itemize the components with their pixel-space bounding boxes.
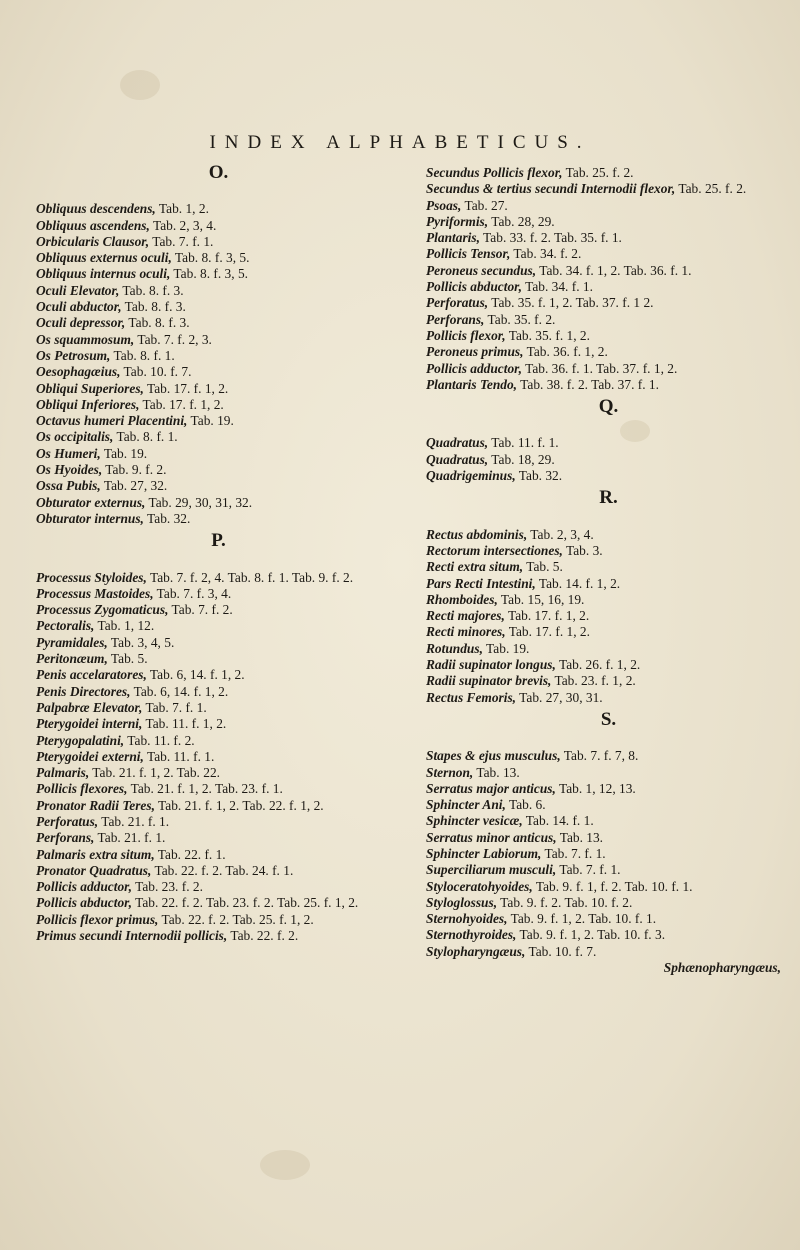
entry-reference: Tab. 1, 12. [94, 618, 155, 634]
entry-term: Palmaris, [36, 765, 90, 781]
entry-reference: Tab. 34. f. 2. [510, 246, 582, 262]
index-entry [36, 928, 401, 944]
entry-term: Obturator internus, [36, 510, 144, 526]
index-entry [36, 413, 401, 429]
index-entry [426, 181, 791, 197]
entry-reference: Tab. 22. f. 2. Tab. 24. f. 1. [151, 862, 294, 878]
entry-reference: Tab. 36. f. 1, 2. [523, 344, 608, 360]
entry-reference: Tab. 21. f. 1, 2. Tab. 22. [89, 765, 220, 781]
entry-term: Pectoralis, [36, 618, 95, 634]
entry-reference: Tab. 9. f. 1, f. 2. Tab. 10. f. 1. [532, 878, 693, 894]
entry-reference: Tab. 13. [556, 829, 604, 845]
section-letter: Q. [598, 396, 619, 418]
index-entry [426, 468, 791, 484]
entry-term: Pollicis abductor, [36, 895, 132, 911]
entry-term: Penis accelaratores, [36, 667, 147, 683]
entry-term: Pronator Radii Teres, [36, 797, 155, 813]
index-entry [426, 944, 791, 960]
index-entry [426, 165, 791, 181]
entry-term: Orbicularis Clausor, [36, 233, 150, 249]
entry-term: Quadratus, [426, 435, 489, 451]
index-entry [426, 328, 791, 344]
index-entry [36, 912, 401, 928]
entry-term: Obliquus internus oculi, [36, 266, 171, 282]
index-entry [36, 765, 401, 781]
entry-term: Os Hyoides, [36, 462, 103, 478]
entry-term: Serratus minor anticus, [426, 829, 557, 845]
index-entry [36, 381, 401, 397]
index-entry [36, 234, 401, 250]
entry-reference: Tab. 1, 2. [155, 201, 209, 217]
entry-reference: Tab. 17. f. 1, 2. [505, 624, 590, 640]
index-entry [36, 733, 401, 749]
entry-term: Os squammosum, [36, 331, 135, 347]
entry-term: Oculi Elevator, [36, 282, 120, 298]
entry-reference: Tab. 27, 30, 31. [516, 689, 603, 705]
entry-term: Pollicis abductor, [426, 279, 522, 295]
catchword: Sphænopharyngæus, [663, 960, 781, 976]
index-entry [36, 315, 401, 331]
entry-reference: Tab. 35. f. 1, 2. Tab. 37. f. 1 2. [488, 295, 654, 311]
entry-term: Secundus & tertius secundi Internodii flexor, [426, 181, 676, 197]
entry-reference: Tab. 32. [143, 510, 191, 526]
entry-term: Radii supinator brevis, [426, 673, 552, 689]
entry-term: Pyramidales, [36, 634, 108, 650]
entry-reference: Tab. 2, 3, 4. [149, 217, 217, 233]
entry-reference: Tab. 8. f. 3. [119, 282, 184, 298]
index-entry [426, 312, 791, 328]
entry-term: Plantaris, [426, 230, 480, 246]
entry-reference: Tab. 6, 14. f. 1, 2. [130, 683, 229, 699]
index-entry [426, 879, 791, 895]
entry-term: Rectus Femoris, [426, 689, 517, 705]
entry-term: Rectorum intersectiones, [426, 542, 563, 558]
entry-reference: Tab. 28, 29. [488, 213, 555, 229]
entry-term: Octavus humeri Placentini, [36, 413, 188, 429]
entry-reference: Tab. 25. f. 2. [562, 165, 634, 180]
index-entry [426, 690, 791, 706]
entry-reference: Tab. 14. f. 1, 2. [535, 575, 621, 591]
entry-reference: Tab. 5. [523, 559, 563, 575]
entry-term: Styloglossus, [426, 894, 498, 910]
right-column [426, 165, 791, 976]
entry-reference: Tab. 19. [482, 640, 530, 656]
entry-reference: Tab. 11. f. 1, 2. [142, 716, 227, 732]
index-entry [426, 344, 791, 360]
section-letter: S. [600, 708, 617, 730]
entry-reference: Tab. 10. f. 7. [120, 364, 192, 380]
entry-reference: Tab. 35. f. 2. [484, 311, 556, 327]
index-entry [426, 295, 791, 311]
index-entry [426, 624, 791, 640]
entry-term: Palmaris extra situm, [36, 846, 155, 862]
index-entry [36, 749, 401, 765]
entry-reference: Tab. 8. f. 3. [121, 299, 186, 315]
entry-reference: Tab. 6, 14. f. 1, 2. [146, 667, 245, 683]
index-entry [36, 667, 401, 683]
index-entry [426, 608, 791, 624]
entry-term: Os occipitalis, [36, 429, 114, 445]
entry-reference: Tab. 7. f. 7, 8. [560, 748, 639, 764]
left-column [36, 163, 401, 944]
index-entry [36, 651, 401, 667]
index-entry [426, 657, 791, 673]
index-entry [36, 879, 401, 895]
entry-reference: Tab. 9. f. 2. Tab. 10. f. 2. [497, 894, 633, 910]
index-entry [36, 602, 401, 618]
section-letter: P. [211, 530, 226, 552]
index-entry [426, 673, 791, 689]
index-entry [426, 748, 791, 764]
entry-term: Sternon, [426, 764, 474, 780]
entry-reference: Tab. 6. [505, 797, 546, 813]
index-entry [36, 495, 401, 511]
entry-reference: Tab. 21. f. 1, 2. Tab. 22. f. 1, 2. [154, 797, 324, 813]
entry-term: Styloceratohyoides, [426, 878, 533, 894]
entry-term: Ossa Pubis, [36, 478, 101, 494]
entry-term: Quadratus, [426, 451, 489, 467]
entry-reference: Tab. 7. f. 1. [142, 699, 207, 715]
entry-reference: Tab. 17. f. 1, 2. [139, 396, 224, 412]
entry-reference: Tab. 11. f. 1. [488, 435, 559, 451]
entry-term: Processus Mastoides, [36, 585, 154, 601]
entry-reference: Tab. 33. f. 2. Tab. 35. f. 1. [479, 230, 622, 246]
entry-term: Rotundus, [426, 640, 483, 656]
entry-reference: Tab. 22. f. 1. [154, 846, 226, 862]
entry-term: Primus secundi Internodii pollicis, [36, 928, 228, 944]
index-entry [36, 798, 401, 814]
index-entry [36, 299, 401, 315]
index-entry [36, 429, 401, 445]
entry-term: Recti extra situm, [426, 559, 524, 575]
entry-reference: Tab. 1, 12, 13. [555, 780, 636, 796]
entry-term: Superciliarum musculi, [426, 862, 557, 878]
index-entry [36, 586, 401, 602]
foxing-stain [260, 1150, 310, 1180]
entry-term: Obturator externus, [36, 494, 146, 510]
section-letter: O. [208, 162, 229, 183]
entry-reference: Tab. 22. f. 2. Tab. 25. f. 1, 2. [158, 911, 314, 927]
entry-reference: Tab. 22. f. 2. [227, 928, 299, 944]
index-entry [36, 478, 401, 494]
entry-term: Serratus major anticus, [426, 780, 556, 796]
entry-term: Sternohyoides, [426, 911, 508, 927]
index-entry [36, 266, 401, 282]
entry-reference: Tab. 35. f. 1, 2. [505, 327, 590, 343]
index-entry [36, 511, 401, 527]
entry-term: Pollicis adductor, [36, 879, 132, 895]
entry-term: Sphincter vesicæ, [426, 813, 523, 829]
index-entry [426, 813, 791, 829]
entry-reference: Tab. 21. f. 1. [94, 830, 166, 846]
entry-term: Os Petrosum, [36, 347, 111, 363]
entry-term: Peroneus primus, [426, 344, 524, 360]
index-entry [36, 332, 401, 348]
index-entry [426, 895, 791, 911]
entry-term: Palpabræ Elevator, [36, 699, 143, 715]
entry-reference: Tab. 25. f. 2. [675, 181, 747, 197]
entry-reference: Tab. 8. f. 3, 5. [170, 266, 248, 282]
entry-term: Stylopharyngæus, [426, 943, 526, 959]
index-entry [36, 348, 401, 364]
entry-reference: Tab. 15, 16, 19. [497, 591, 585, 607]
right-column-body [426, 165, 791, 960]
entry-reference: Tab. 32. [515, 468, 563, 484]
entry-term: Psoas, [426, 197, 462, 213]
entry-reference: Tab. 14. f. 1. [522, 813, 594, 829]
entry-term: Processus Zygomaticus, [36, 602, 169, 618]
entry-term: Penis Directores, [36, 683, 131, 699]
index-entry [426, 927, 791, 943]
entry-term: Pronator Quadratus, [36, 862, 152, 878]
entry-reference: Tab. 19. [187, 413, 234, 429]
entry-term: Pterygopalatini, [36, 732, 125, 748]
index-entry [426, 911, 791, 927]
entry-reference: Tab. 22. f. 2. Tab. 23. f. 2. Tab. 25. f. 1, 2. [131, 895, 359, 911]
entry-reference: Tab. 19. [100, 445, 148, 461]
index-entry [426, 765, 791, 781]
entry-term: Pollicis Tensor, [426, 246, 511, 262]
entry-reference: Tab. 7. f. 3, 4. [153, 585, 232, 601]
entry-term: Oculi depressor, [36, 315, 126, 331]
entry-reference: Tab. 21. f. 1, 2. Tab. 23. f. 1. [127, 781, 283, 797]
foxing-stain [120, 70, 160, 100]
entry-reference: Tab. 34. f. 1. [521, 279, 593, 295]
entry-reference: Tab. 34. f. 1, 2. Tab. 36. f. 1. [536, 262, 692, 278]
entry-term: Obliqui Inferiores, [36, 396, 140, 412]
index-entry [36, 716, 401, 732]
entry-term: Obliquus externus oculi, [36, 250, 172, 266]
entry-reference: Tab. 8. f. 3, 5. [171, 250, 250, 266]
entry-reference: Tab. 9. f. 1, 2. Tab. 10. f. 1. [507, 911, 657, 927]
index-entry [426, 230, 791, 246]
entry-reference: Tab. 11. f. 1. [143, 748, 215, 764]
entry-reference: Tab. 7. f. 2. [168, 602, 233, 618]
entry-reference: Tab. 18, 29. [488, 451, 555, 467]
index-entry [426, 214, 791, 230]
entry-term: Radii supinator longus, [426, 657, 556, 673]
entry-reference: Tab. 7. f. 1. [556, 862, 621, 878]
entry-term: Secundus Pollicis flexor, [426, 165, 563, 180]
index-entry [426, 263, 791, 279]
entry-term: Quadrigeminus, [426, 468, 516, 484]
index-entry [36, 847, 401, 863]
index-entry [426, 543, 791, 559]
index-entry [426, 576, 791, 592]
entry-term: Pollicis adductor, [426, 360, 522, 376]
entry-reference: Tab. 7. f. 2, 3. [134, 331, 212, 347]
index-entry [426, 377, 791, 393]
index-entry [36, 462, 401, 478]
entry-reference: Tab. 7. f. 2, 4. Tab. 8. f. 1. Tab. 9. f. 2. [146, 569, 354, 585]
entry-reference: Tab. 11. f. 2. [124, 732, 195, 748]
entry-reference: Tab. 36. f. 1. Tab. 37. f. 1, 2. [521, 360, 678, 376]
entry-term: Perforans, [426, 311, 485, 327]
page-header: INDEX ALPHABETICUS. [209, 132, 591, 153]
index-entry [426, 559, 791, 575]
entry-reference: Tab. 7. f. 1. [149, 233, 214, 249]
index-entry [36, 700, 401, 716]
index-entry [36, 397, 401, 413]
entry-term: Recti minores, [426, 624, 506, 640]
index-entry [426, 641, 791, 657]
entry-reference: Tab. 27, 32. [100, 478, 168, 494]
entry-term: Pyriformis, [426, 213, 489, 229]
index-entry [36, 863, 401, 879]
entry-term: Sphincter Labiorum, [426, 845, 542, 861]
index-entry [36, 781, 401, 797]
index-entry [426, 797, 791, 813]
index-entry [426, 592, 791, 608]
index-entry [426, 830, 791, 846]
index-entry [36, 218, 401, 234]
index-entry [426, 198, 791, 214]
entry-term: Peritonæum, [36, 651, 108, 667]
entry-term: Plantaris Tendo, [426, 376, 518, 392]
entry-reference: Tab. 17. f. 1, 2. [143, 380, 229, 396]
entry-reference: Tab. 27. [461, 197, 508, 213]
entry-term: Pterygoidei externi, [36, 748, 144, 764]
entry-term: Pollicis flexor, [426, 327, 506, 343]
entry-reference: Tab. 3. [562, 542, 603, 558]
index-entry [426, 279, 791, 295]
index-entry [426, 452, 791, 468]
index-entry [426, 862, 791, 878]
index-entry [426, 246, 791, 262]
entry-term: Sternothyroides, [426, 927, 517, 943]
entry-term: Rhomboides, [426, 591, 498, 607]
entry-term: Processus Styloides, [36, 569, 147, 585]
section-letter: R. [599, 487, 618, 509]
entry-term: Oesophagæius, [36, 364, 121, 380]
entry-term: Recti majores, [426, 608, 505, 624]
entry-reference: Tab. 8. f. 1. [113, 429, 178, 445]
entry-term: Pterygoidei interni, [36, 716, 143, 732]
index-entry [426, 846, 791, 862]
index-entry [426, 781, 791, 797]
entry-reference: Tab. 17. f. 1, 2. [504, 608, 590, 624]
entry-reference: Tab. 23. f. 1, 2. [551, 673, 636, 689]
entry-term: Perforatus, [36, 813, 99, 829]
entry-reference: Tab. 26. f. 1, 2. [555, 657, 641, 673]
entry-reference: Tab. 38. f. 2. Tab. 37. f. 1. [517, 376, 659, 392]
index-entry [36, 814, 401, 830]
entry-term: Pollicis flexores, [36, 781, 128, 797]
index-entry [36, 895, 401, 911]
entry-term: Sphincter Ani, [426, 797, 506, 813]
index-entry [36, 446, 401, 462]
index-entry [426, 361, 791, 377]
entry-term: Pollicis flexor primus, [36, 911, 159, 927]
entry-reference: Tab. 8. f. 3. [125, 315, 190, 331]
entry-term: Obliqui Superiores, [36, 380, 144, 396]
entry-term: Rectus abdominis, [426, 526, 528, 542]
entry-term: Obliquus descendens, [36, 201, 156, 217]
entry-term: Stapes & ejus musculus, [426, 748, 561, 764]
entry-term: Perforans, [36, 830, 95, 846]
entry-term: Os Humeri, [36, 445, 101, 461]
index-entry [36, 570, 401, 586]
entry-reference: Tab. 13. [473, 764, 520, 780]
index-entry [36, 250, 401, 266]
entry-reference: Tab. 10. f. 7. [525, 943, 597, 959]
entry-term: Obliquus ascendens, [36, 217, 150, 233]
entry-reference: Tab. 3, 4, 5. [107, 634, 175, 650]
entry-reference: Tab. 21. f. 1. [98, 813, 170, 829]
index-entry [36, 618, 401, 634]
entry-reference: Tab. 7. f. 1. [541, 845, 606, 861]
index-entry [36, 201, 401, 217]
index-entry [426, 527, 791, 543]
index-entry [426, 435, 791, 451]
entry-reference: Tab. 29, 30, 31, 32. [145, 494, 253, 510]
entry-reference: Tab. 9. f. 1, 2. Tab. 10. f. 3. [516, 927, 666, 943]
entry-term: Pars Recti Intestini, [426, 575, 536, 591]
entry-term: Peroneus secundus, [426, 262, 537, 278]
index-entry [36, 364, 401, 380]
entry-reference: Tab. 2, 3, 4. [527, 526, 594, 542]
index-entry [36, 684, 401, 700]
index-entry [36, 283, 401, 299]
entry-term: Perforatus, [426, 295, 489, 311]
entry-reference: Tab. 8. f. 1. [110, 347, 175, 363]
index-entry [36, 635, 401, 651]
entry-term: Oculi abductor, [36, 299, 122, 315]
entry-reference: Tab. 23. f. 2. [131, 879, 203, 895]
entry-reference: Tab. 9. f. 2. [102, 462, 167, 478]
entry-reference: Tab. 5. [107, 651, 148, 667]
index-entry [36, 830, 401, 846]
